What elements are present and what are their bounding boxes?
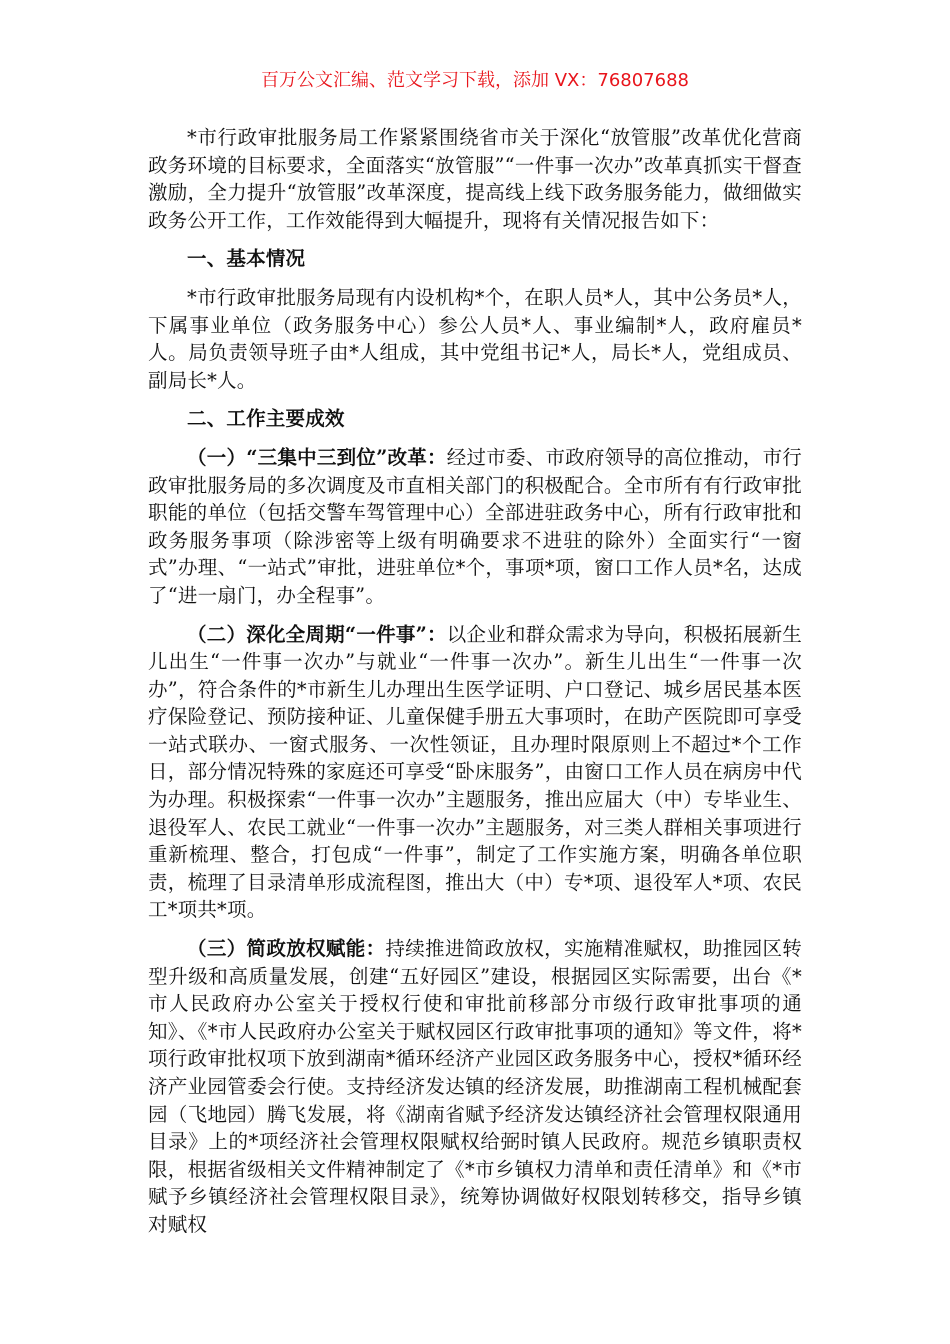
item-2-lead: （二）深化全周期“一件事”： [187, 622, 447, 646]
item-3-body: 持续推进简政放权，实施精准赋权，助推园区转型升级和高质量发展，创建“五好园区”建设，根据园区实际需要，出台《*市人民政府办公室关于授权行使和审批前移部分市级行政审批事项的通知》、《*市人民政府办公室关于赋权园区行政审批事项的通知》等文件，将*项行政审批权项下放到湖南*循环经济产业园区政务服务中心，授权*循环经济产业园管委会行使。支持经济发达镇的经济发展，助推湖南工程机械配套园（飞地园）腾飞发展，将《湖南省赋予经济发达镇经济社会管理权限通用目录》上的*项经济社会管理权限赋权给弼时镇人民政府。规范乡镇职责权限，根据省级相关文件精神制定了《*市乡镇权力清单和责任清单》和《*市赋予乡镇经济社会管理权限目录》，统筹协调做好权限划转移交，指导乡镇对赋权 [148, 937, 802, 1236]
basic-info-paragraph: *市行政审批服务局现有内设机构*个，在职人员*人，其中公务员*人，下属事业单位（政务服务中心）参公人员*人、事业编制*人，政府雇员*人。局负责领导班子由*人组成，其中党组书记*人，局长*人，党组成员、副局长*人。 [148, 285, 802, 392]
achievement-item-1 [148, 444, 802, 610]
item-1-lead: （一）“三集中三到位”改革： [187, 445, 447, 469]
document-body [148, 124, 802, 1239]
section-heading-basic: 一、基本情况 [187, 247, 306, 271]
section-heading-achievements: 二、工作主要成效 [187, 407, 345, 431]
achievement-item-3 [148, 935, 802, 1239]
achievement-item-2 [148, 621, 802, 925]
intro-paragraph: *市行政审批服务局工作紧紧围绕省市关于深化“放管服”改革优化营商政务环境的目标要求，全面落实“放管服”“一件事一次办”改革真抓实干督查激励，全力提升“放管服”改革深度，提高线上线下政务服务能力，做细做实政务公开工作，工作效能得到大幅提升，现将有关情况报告如下： [148, 126, 802, 232]
watermark-header: 百万公文汇编、范文学习下载，添加 VX：76807688 [261, 70, 689, 91]
item-1-body: 经过市委、市政府领导的高位推动，市行政审批服务局的多次调度及市直相关部门的积极配合。全市所有有行政审批职能的单位（包括交警车驾管理中心）全部进驻政务中心，所有行政审批和政务服务事项（除涉密等上级有明确要求不进驻的除外）全面实行“一窗式”办理、“一站式”审批，进驻单位*个，事项*项，窗口工作人员*名，达成了“进一扇门，办全程事”。 [148, 445, 802, 607]
item-3-lead: （三）简政放权赋能： [187, 937, 386, 961]
item-2-body: 以企业和群众需求为导向，积极拓展新生儿出生“一件事一次办”与就业“一件事一次办”。新生儿出生“一件事一次办”，符合条件的*市新生儿办理出生医学证明、户口登记、城乡居民基本医疗保险登记、预防接种证、儿童保健手册五大事项时，在助产医院即可享受一站式联办、一窗式服务、一次性领证，且办理时限原则上不超过*个工作日，部分情况特殊的家庭还可享受“卧床服务”，由窗口工作人员在病房中代为办理。积极探索“一件事一次办”主题服务，推出应届大（中）专毕业生、退役军人、农民工就业“一件事一次办”主题服务，对三类人群相关事项进行重新梳理、整合，打包成“一件事”，制定了工作实施方案，明确各单位职责，梳理了目录清单形成流程图，推出大（中）专*项、退役军人*项、农民工*项共*项。 [148, 622, 802, 922]
